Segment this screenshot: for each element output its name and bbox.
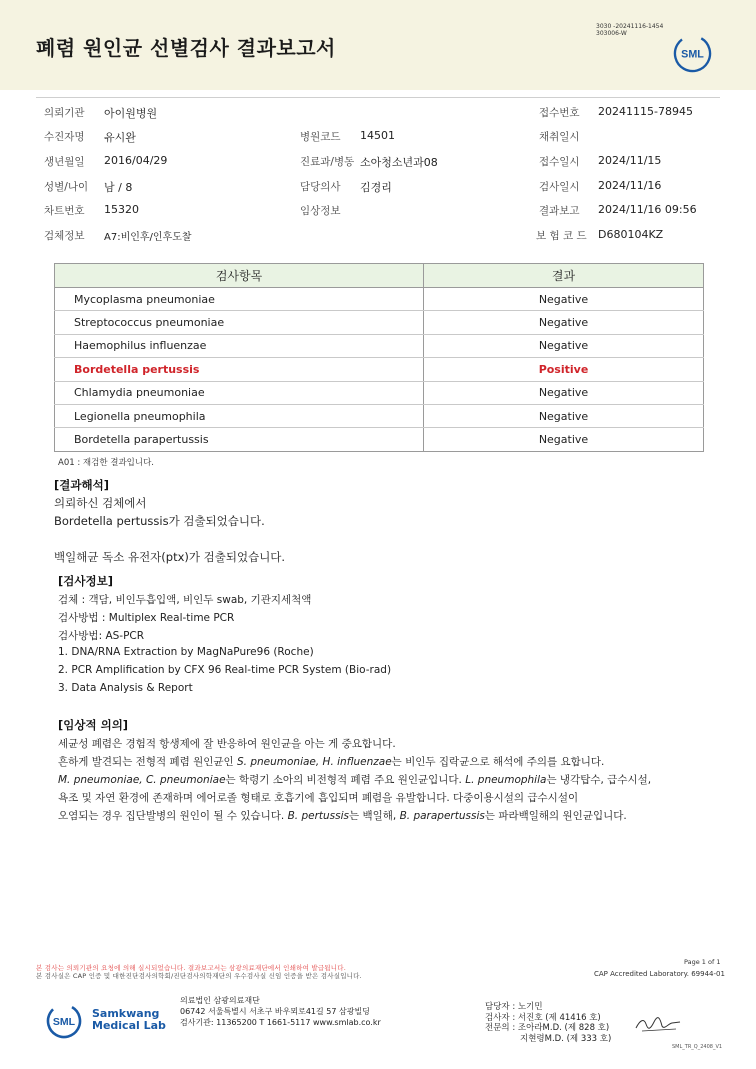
sml-footer-logo-text: SML bbox=[52, 1016, 76, 1028]
receipt-date-label: 접수일시 bbox=[539, 156, 580, 168]
doctor-value: 김경리 bbox=[360, 181, 392, 194]
brand-line-2: Medical Lab bbox=[92, 1019, 166, 1032]
header-test-item: 검사항목 bbox=[55, 264, 424, 288]
clinical-line-4: 욕조 및 자연 환경에 존재하며 에어로졸 형태로 호흡기에 흡입되며 폐렴을 유발합니다. 다중이용시설의 급수시설이 bbox=[58, 792, 579, 804]
test-date-value: 2024/11/16 bbox=[598, 179, 662, 192]
test-item: Legionella pneumophila bbox=[55, 404, 424, 427]
report-date-value: 2024/11/16 09:56 bbox=[598, 203, 697, 216]
birth-value: 2016/04/29 bbox=[104, 154, 168, 167]
clinical-text: 흔하게 발견되는 전형적 폐렴 원인균인 bbox=[58, 756, 237, 768]
interpretation-title: [결과해석] bbox=[54, 478, 109, 492]
clinical-text: 는 비인두 집락균으로 해석에 주의를 요합니다. bbox=[391, 756, 605, 768]
document-codes bbox=[596, 23, 663, 37]
receipt-no-label: 접수번호 bbox=[539, 107, 580, 119]
interpretation-line-1: 의뢰하신 검체에서 bbox=[54, 496, 147, 510]
doctor-label: 담당의사 bbox=[300, 181, 341, 193]
clinical-info-label: 임상정보 bbox=[300, 205, 341, 217]
chart-no-label: 차트번호 bbox=[44, 205, 85, 217]
test-item: Chlamydia pneumoniae bbox=[55, 381, 424, 404]
page-title: 폐렴 원인균 선별검사 결과보고서 bbox=[36, 36, 336, 60]
patient-name-value: 유시완 bbox=[104, 131, 136, 144]
organism-name: L. pneumophila bbox=[465, 774, 547, 786]
organism-name: B. parapertussis bbox=[399, 810, 485, 822]
clinical-text: 는 냉각탑수, 급수시설, bbox=[546, 774, 652, 786]
test-info-line: 검사방법 : Multiplex Real-time PCR bbox=[58, 612, 235, 624]
staff-specialist: 전문의 : 조아라M.D. (제 828 호) bbox=[485, 1023, 610, 1033]
footer-notice: 본 검사실은 CAP 인증 및 대한진단검사의학회/진단검사의학재단의 우수검사실 신임 인증을 받은 검사실입니다. bbox=[36, 972, 362, 980]
table-row bbox=[55, 311, 704, 334]
clinical-significance-title: [임상적 의의] bbox=[58, 718, 129, 732]
organism-name: M. pneumoniae, C. pneumoniae bbox=[58, 774, 226, 786]
test-info-line: 3. Data Analysis & Report bbox=[58, 682, 193, 694]
sml-footer-logo-icon bbox=[44, 1002, 86, 1040]
header-result: 결과 bbox=[424, 264, 704, 288]
form-code: SML_TR_Q_2408_V1 bbox=[672, 1044, 723, 1050]
page-number: Page 1 of 1 bbox=[684, 958, 721, 966]
organization-address: 06742 서울특별시 서초구 바우뫼로41길 57 삼광빌딩 bbox=[180, 1007, 370, 1016]
staff-info bbox=[485, 1002, 611, 1044]
hospital-code-label: 병원코드 bbox=[300, 131, 341, 143]
brand-line-1: Samkwang bbox=[92, 1007, 160, 1020]
test-info-line: 검사방법: AS-PCR bbox=[58, 630, 145, 642]
clinical-text: 는 학령기 소아의 비전형적 폐렴 주요 원인균입니다. bbox=[225, 774, 466, 786]
patient-name-label: 수진자명 bbox=[44, 131, 85, 143]
results-table bbox=[54, 263, 704, 452]
organism-name: B. pertussis bbox=[287, 810, 349, 822]
results-header-row bbox=[55, 264, 704, 288]
test-result: Negative bbox=[424, 288, 704, 311]
test-result: Negative bbox=[424, 334, 704, 357]
chart-no-value: 15320 bbox=[104, 203, 139, 216]
organization-name: 의료법인 삼광의료재단 bbox=[180, 996, 260, 1005]
document-code-2: 303006-W bbox=[596, 30, 627, 37]
test-result: Positive bbox=[424, 358, 704, 381]
institution-label: 의뢰기관 bbox=[44, 107, 85, 119]
signature-icon bbox=[632, 1014, 684, 1036]
test-item: Haemophilus influenzae bbox=[55, 334, 424, 357]
birth-label: 생년월일 bbox=[44, 156, 85, 168]
retest-note: A01 : 재검한 결과입니다. bbox=[58, 458, 154, 468]
clinical-line-1: 세균성 폐렴은 경험적 항생제에 잘 반응하여 원인균을 아는 게 중요합니다. bbox=[58, 738, 396, 750]
cap-accreditation: CAP Accredited Laboratory. 69944-01 bbox=[594, 970, 725, 978]
interpretation-line-3: 백일해균 독소 유전자(ptx)가 검출되었습니다. bbox=[54, 550, 286, 564]
clinical-line-2 bbox=[58, 754, 604, 769]
interpretation-line-2 bbox=[54, 513, 265, 529]
brand-name bbox=[92, 1008, 166, 1032]
test-item: Bordetella parapertussis bbox=[55, 428, 424, 451]
staff-manager: 담당자 : 노기민 bbox=[485, 1002, 543, 1012]
table-row bbox=[55, 428, 704, 451]
clinical-text: 는 파라백일해의 원인균입니다. bbox=[484, 810, 627, 822]
test-date-label: 검사일시 bbox=[539, 181, 580, 193]
interpretation-text: 가 검출되었습니다. bbox=[168, 514, 265, 528]
test-result: Negative bbox=[424, 404, 704, 427]
table-row bbox=[55, 334, 704, 357]
insurance-code-label: 보 험 코 드 bbox=[536, 230, 587, 242]
test-info-line: 1. DNA/RNA Extraction by MagNaPure96 (Roche) bbox=[58, 646, 314, 658]
test-item: Bordetella pertussis bbox=[55, 358, 424, 381]
sex-age-label: 성별/나이 bbox=[44, 181, 89, 193]
clinical-text: 오염되는 경우 집단발병의 원인이 될 수 있습니다. bbox=[58, 810, 288, 822]
test-item: Streptococcus pneumoniae bbox=[55, 311, 424, 334]
test-info-title: [검사정보] bbox=[58, 574, 113, 588]
clinical-line-5 bbox=[58, 808, 627, 823]
dept-label: 진료과/병동 bbox=[300, 156, 355, 168]
staff-specialist-2: 지현령M.D. (제 333 호) bbox=[520, 1033, 612, 1044]
table-row bbox=[55, 288, 704, 311]
test-result: Negative bbox=[424, 311, 704, 334]
report-date-label: 결과보고 bbox=[539, 205, 580, 217]
specimen-value: A7:비인후/인후도찰 bbox=[104, 232, 192, 243]
table-row bbox=[55, 381, 704, 404]
header-divider bbox=[36, 97, 720, 98]
hospital-code-value: 14501 bbox=[360, 129, 395, 142]
clinical-line-3 bbox=[58, 772, 651, 787]
sml-logo-text: SML bbox=[681, 48, 704, 61]
test-info-line: 검체 : 객담, 비인두흡입액, 비인두 swab, 기관지세척액 bbox=[58, 594, 312, 606]
sml-logo-icon bbox=[673, 34, 712, 73]
institution-value: 아이원병원 bbox=[104, 107, 158, 120]
organization-info bbox=[180, 995, 381, 1028]
specimen-label: 검체정보 bbox=[44, 230, 85, 242]
table-row bbox=[55, 404, 704, 427]
receipt-no-value: 20241115-78945 bbox=[598, 105, 693, 118]
organization-contact: 검사기관: 11365200 T 1661-5117 www.smlab.co.kr bbox=[180, 1018, 381, 1027]
test-result: Negative bbox=[424, 381, 704, 404]
document-code-1: 3030 -20241116-1454 bbox=[596, 23, 664, 30]
collection-date-label: 채취일시 bbox=[539, 131, 580, 143]
organism-name: S. pneumoniae, H. influenzae bbox=[236, 756, 392, 768]
clinical-text: 는 백일해, bbox=[348, 810, 400, 822]
test-info-line: 2. PCR Amplification by CFX 96 Real-time PCR System (Bio-rad) bbox=[58, 664, 392, 676]
receipt-date-value: 2024/11/15 bbox=[598, 154, 662, 167]
organism-name: Bordetella pertussis bbox=[54, 514, 169, 528]
sex-age-value: 남 / 8 bbox=[104, 181, 133, 194]
table-row-positive bbox=[55, 358, 704, 381]
dept-value: 소아청소년과08 bbox=[360, 156, 438, 169]
footer-notice-red: 본 검사는 의뢰기관의 요청에 의해 실시되었습니다. 결과보고서는 삼광의료재단에서 인쇄하여 발급됩니다. bbox=[36, 964, 347, 972]
staff-tester: 검사자 : 서진호 (제 41416 호) bbox=[485, 1012, 601, 1023]
test-item: Mycoplasma pneumoniae bbox=[55, 288, 424, 311]
test-result: Negative bbox=[424, 428, 704, 451]
insurance-code-value: D680104KZ bbox=[598, 228, 664, 241]
